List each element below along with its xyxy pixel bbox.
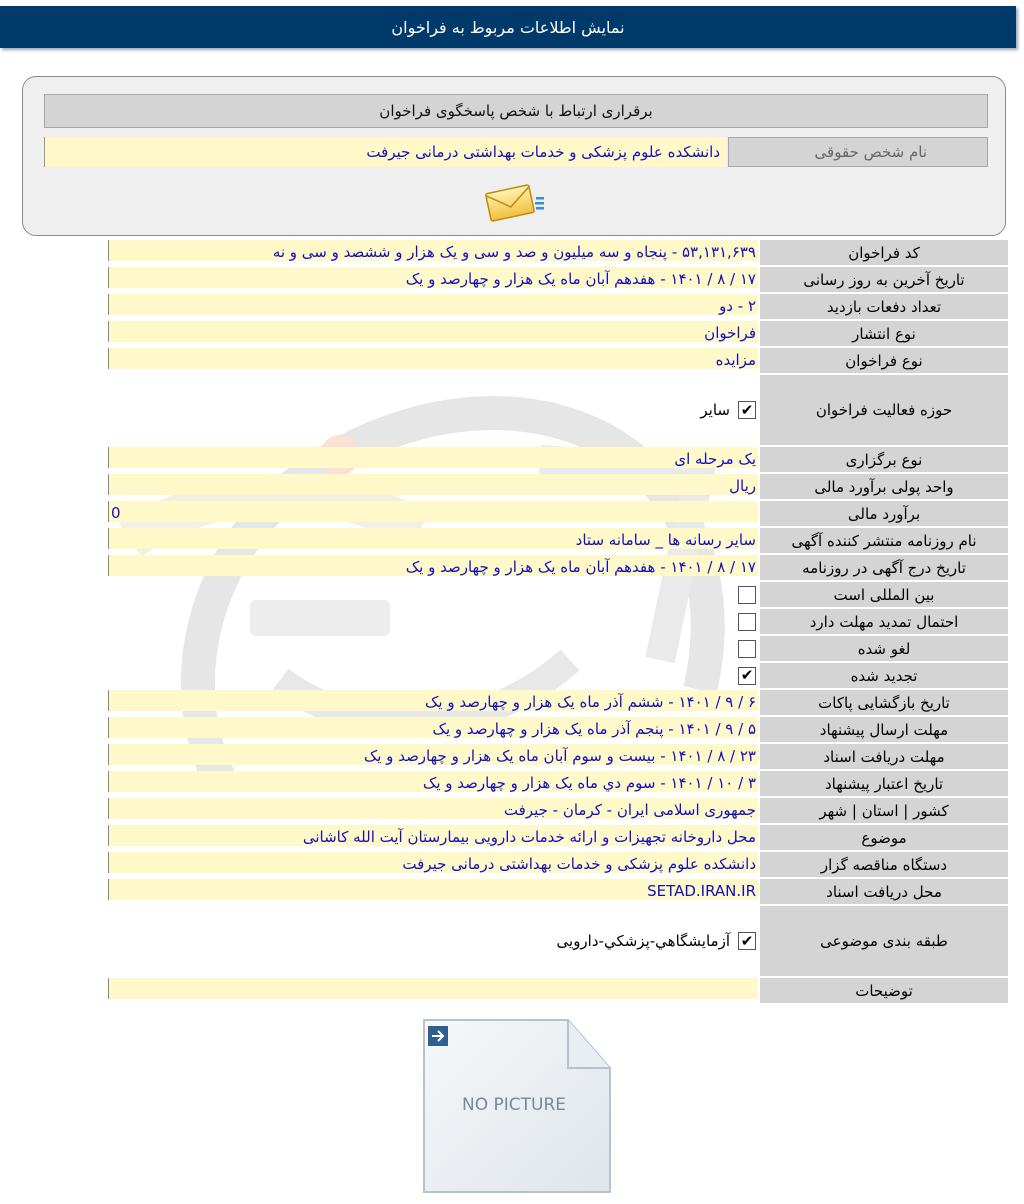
value-extension [108, 609, 758, 634]
label-currency: واحد پولی برآورد مالی [760, 474, 1008, 499]
page-title: نمایش اطلاعات مربوط به فراخوان [391, 17, 625, 37]
row-submission-deadline [108, 717, 1008, 742]
label-last-update: تاریخ آخرین به روز رسانی [760, 267, 1008, 292]
label-documents-deadline: مهلت دریافت اسناد [760, 744, 1008, 769]
renewed-checkbox[interactable]: ✔ [738, 667, 756, 685]
legal-person-row [44, 137, 988, 167]
value-organizer: دانشکده علوم پزشکی و خدمات بهداشتی درمانی جیرفت [108, 852, 758, 873]
row-currency [108, 474, 1008, 499]
value-subject: محل داروخانه تجهیزات و ارائه خدمات دارویی بیمارستان آیت الله کاشانی [108, 825, 758, 846]
cancelled-checkbox[interactable] [738, 640, 756, 658]
value-opening-date: ۶ / ۹ / ۱۴۰۱ - ششم آذر ماه یک هزار و چهارصد و یک [108, 690, 758, 711]
row-location [108, 798, 1008, 823]
label-subject: موضوع [760, 825, 1008, 850]
label-publish-type: نوع انتشار [760, 321, 1008, 346]
checkmark-icon[interactable]: ✔ [738, 401, 756, 419]
label-international: بین المللی است [760, 582, 1008, 607]
tender-info-table [108, 240, 1008, 1005]
value-activity-field [108, 375, 758, 445]
row-description [108, 978, 1008, 1003]
category-checkmark-icon[interactable]: ✔ [738, 932, 756, 950]
activity-field-text: سایر [700, 401, 730, 419]
contact-panel-title: برقراری ارتباط با شخص پاسخگوی فراخوان [44, 94, 988, 128]
row-renewed [108, 663, 1008, 688]
value-newspaper: سایر رسانه ها _ سامانه ستاد [108, 528, 758, 549]
row-subject [108, 825, 1008, 850]
label-opening-date: تاریخ بازگشایی پاکات [760, 690, 1008, 715]
label-category: طبقه بندی موضوعی [760, 906, 1008, 976]
envelope-icon[interactable] [484, 183, 548, 223]
row-organizer [108, 852, 1008, 877]
row-estimate [108, 501, 1008, 526]
no-picture-icon [418, 1016, 614, 1198]
label-activity-field: حوزه فعالیت فراخوان [760, 375, 1008, 445]
row-validity-date [108, 771, 1008, 796]
row-holding-type [108, 447, 1008, 472]
row-international [108, 582, 1008, 607]
row-documents-deadline [108, 744, 1008, 769]
row-cancelled [108, 636, 1008, 661]
label-location: کشور | استان | شهر [760, 798, 1008, 823]
label-tender-code: کد فراخوان [760, 240, 1008, 265]
row-newspaper-date [108, 555, 1008, 580]
row-newspaper [108, 528, 1008, 553]
label-holding-type: نوع برگزاری [760, 447, 1008, 472]
value-cancelled [108, 636, 758, 661]
page-header [0, 6, 1016, 48]
row-opening-date [108, 690, 1008, 715]
international-checkbox[interactable] [738, 586, 756, 604]
row-last-update [108, 267, 1008, 292]
row-category [108, 906, 1008, 976]
value-renewed [108, 663, 758, 688]
label-description: توضیحات [760, 978, 1008, 1003]
label-organizer: دستگاه مناقصه گزار [760, 852, 1008, 877]
extension-checkbox[interactable] [738, 613, 756, 631]
row-publish-type [108, 321, 1008, 346]
no-picture-text: NO PICTURE [461, 1095, 567, 1115]
value-documents-deadline: ۲۳ / ۸ / ۱۴۰۱ - بیست و سوم آبان ماه یک هزار و چهارصد و یک [108, 744, 758, 765]
value-estimate: 0 [108, 501, 758, 522]
row-tender-code [108, 240, 1008, 265]
label-extension: احتمال تمدید مهلت دارد [760, 609, 1008, 634]
label-newspaper-date: تاریخ درج آگهی در روزنامه [760, 555, 1008, 580]
value-newspaper-date: ۱۷ / ۸ / ۱۴۰۱ - هفدهم آبان ماه یک هزار و چهارصد و یک [108, 555, 758, 576]
legal-person-label: نام شخص حقوقی [728, 137, 988, 167]
label-tender-type: نوع فراخوان [760, 348, 1008, 373]
value-publish-type: فراخوان [108, 321, 758, 342]
value-last-update: ۱۷ / ۸ / ۱۴۰۱ - هفدهم آبان ماه یک هزار و چهارصد و یک [108, 267, 758, 288]
row-activity-field [108, 375, 1008, 445]
value-holding-type: یک مرحله ای [108, 447, 758, 468]
label-renewed: تجدید شده [760, 663, 1008, 688]
value-submission-deadline: ۵ / ۹ / ۱۴۰۱ - پنجم آذر ماه یک هزار و چهارصد و یک [108, 717, 758, 738]
label-validity-date: تاریخ اعتبار پیشنهاد [760, 771, 1008, 796]
label-newspaper: نام روزنامه منتشر کننده آگهی [760, 528, 1008, 553]
legal-person-value: دانشکده علوم پزشکی و خدمات بهداشتی درمانی جیرفت [44, 137, 726, 167]
value-validity-date: ۳ / ۱۰ / ۱۴۰۱ - سوم دي ماه یک هزار و چهارصد و یک [108, 771, 758, 792]
value-location: جمهوری اسلامی ایران - کرمان - جیرفت [108, 798, 758, 819]
value-documents-location[interactable]: SETAD.IRAN.IR [108, 879, 758, 900]
label-visit-count: تعداد دفعات بازدید [760, 294, 1008, 319]
row-tender-type [108, 348, 1008, 373]
category-text: آزمايشگاهي-پزشكي-دارویی [556, 932, 730, 950]
row-documents-location [108, 879, 1008, 904]
label-estimate: برآورد مالی [760, 501, 1008, 526]
value-international [108, 582, 758, 607]
label-submission-deadline: مهلت ارسال پیشنهاد [760, 717, 1008, 742]
label-documents-location: محل دریافت اسناد [760, 879, 1008, 904]
value-visit-count: ۲ - دو [108, 294, 758, 315]
value-category [108, 906, 758, 976]
contact-panel [22, 76, 1006, 236]
row-visit-count [108, 294, 1008, 319]
value-currency: ریال [108, 474, 758, 495]
label-cancelled: لغو شده [760, 636, 1008, 661]
value-tender-code: ۵۳,۱۳۱,۶۳۹ - پنجاه و سه میلیون و صد و سی و یک هزار و ششصد و سی و نه [108, 240, 758, 261]
value-tender-type: مزایده [108, 348, 758, 369]
row-extension [108, 609, 1008, 634]
value-description [108, 978, 758, 999]
